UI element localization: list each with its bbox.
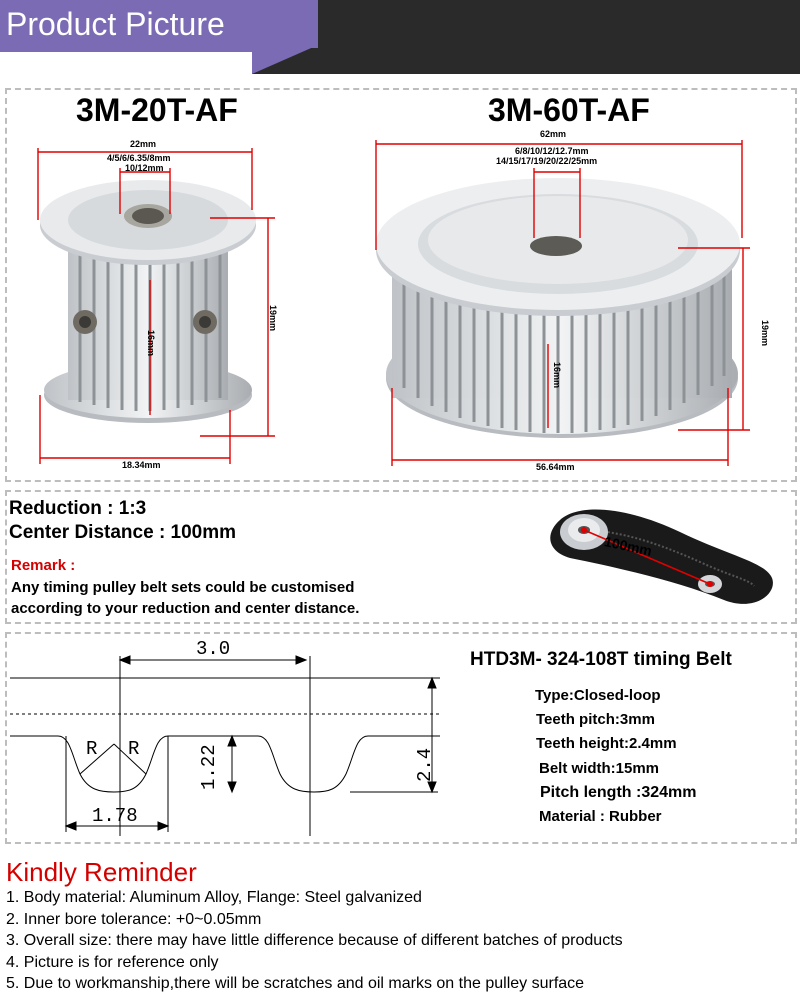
- tooth-width-dim: 1.78: [92, 805, 138, 827]
- large-pulley-image: [368, 138, 788, 474]
- large-bottom-dim: 56.64mm: [536, 462, 575, 472]
- large-pulley-title: 3M-60T-AF: [488, 92, 650, 128]
- center-distance-line: Center Distance : 100mm: [9, 522, 237, 543]
- pitch-dim: 3.0: [196, 638, 231, 660]
- spec-pitch-length: Pitch length :324mm: [540, 784, 697, 801]
- reminder-item-5: 5. Due to workmanship,there will be scratches and oil marks on the pulley surface: [6, 975, 585, 992]
- large-top-dim: 62mm: [540, 129, 567, 139]
- radius-label-left: R: [86, 738, 98, 760]
- belt-set-image: [540, 500, 790, 618]
- remark-line-2: according to your reduction and center distance.: [11, 600, 360, 617]
- small-bottom-dim: 18.34mm: [122, 460, 161, 470]
- reminder-item-1: 1. Body material: Aluminum Alloy, Flange: Steel galvanized: [6, 889, 422, 906]
- spec-teeth-height: Teeth height:2.4mm: [536, 735, 677, 752]
- spec-belt-width: Belt width:15mm: [539, 760, 660, 777]
- belt-profile-drawing: [10, 640, 450, 840]
- small-height-side: 19mm: [268, 305, 278, 332]
- reminder-title: Kindly Reminder: [6, 857, 197, 887]
- large-height-teeth: 16mm: [552, 362, 562, 389]
- remark-line-1: Any timing pulley belt sets could be customised: [11, 579, 355, 596]
- height-dim: 2.4: [414, 747, 436, 782]
- spec-type: Type:Closed-loop: [535, 687, 661, 704]
- large-height-side: 19mm: [760, 320, 770, 347]
- belt-distance-label: 100mm: [602, 533, 654, 559]
- header-banner: [0, 0, 800, 74]
- small-bore-a: 4/5/6/6.35/8mm: [107, 153, 171, 163]
- small-pulley-title: 3M-20T-AF: [76, 92, 238, 128]
- small-top-dim: 22mm: [130, 139, 157, 149]
- reminder-item-2: 2. Inner bore tolerance: +0~0.05mm: [6, 911, 262, 928]
- reminder-item-4: 4. Picture is for reference only: [6, 954, 219, 971]
- large-bore-b: 14/15/17/19/20/22/25mm: [496, 156, 598, 166]
- radius-label-right: R: [128, 738, 140, 760]
- remark-label: Remark :: [11, 557, 76, 574]
- large-bore-a: 6/8/10/12/12.7mm: [515, 146, 589, 156]
- belt-title: HTD3M- 324-108T timing Belt: [470, 649, 732, 670]
- small-height-teeth: 16mm: [146, 330, 156, 357]
- reduction-line: Reduction : 1:3: [9, 498, 147, 519]
- spec-pitch: Teeth pitch:3mm: [536, 711, 655, 728]
- banner-title: Product Picture: [6, 6, 225, 42]
- tooth-height-dim: 1.22: [198, 744, 220, 790]
- small-pulley-image: [30, 140, 290, 470]
- small-bore-b: 10/12mm: [125, 163, 164, 173]
- reminder-item-3: 3. Overall size: there may have little difference because of different batches of products: [6, 932, 623, 949]
- spec-material: Material : Rubber: [539, 808, 662, 825]
